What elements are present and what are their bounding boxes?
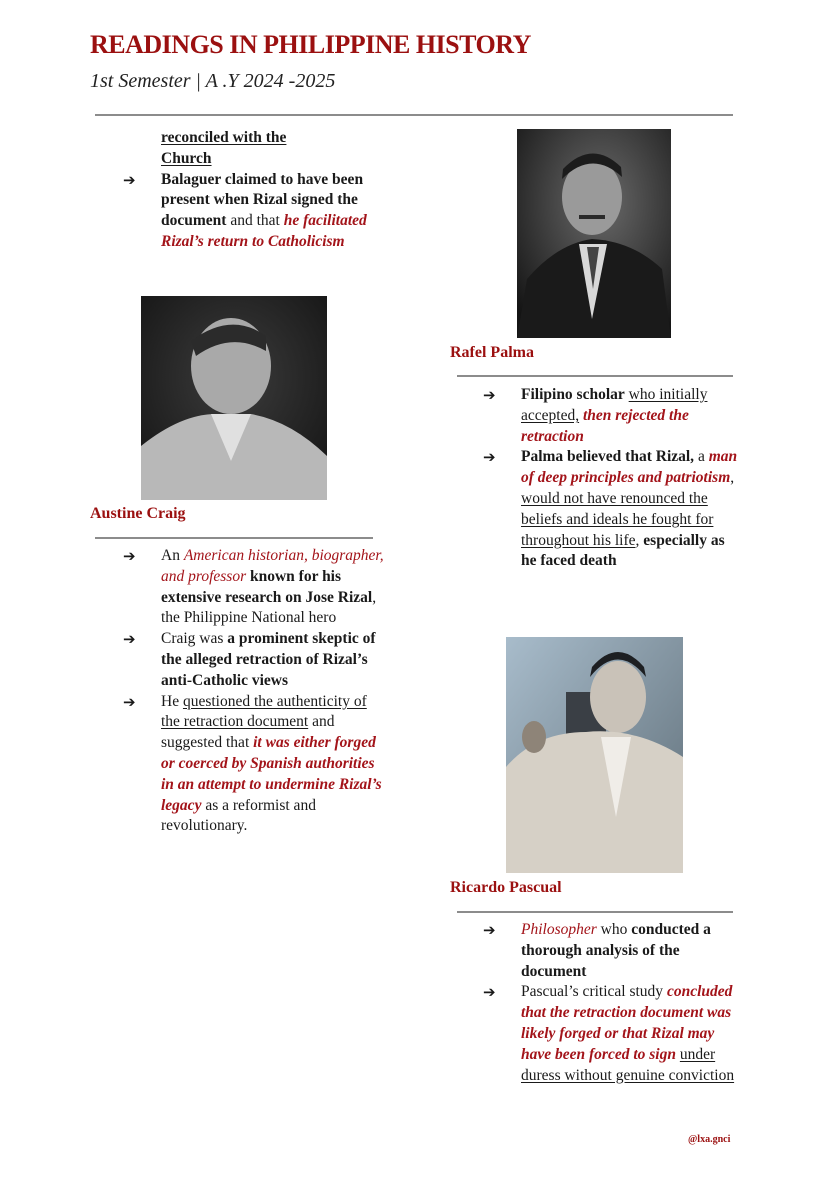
continued-text: Church [161, 149, 212, 167]
palma-divider [457, 375, 733, 377]
header-divider [95, 114, 733, 116]
portrait-image [141, 296, 327, 500]
arrow-right-icon: ➔ [483, 448, 496, 467]
list-item: ➔ Philosopher who conducted a thorough analysis of the document [483, 921, 711, 980]
list-item [123, 128, 373, 170]
continued-text: reconciled with the [161, 129, 287, 146]
list-item: ➔ Palma believed that Rizal, a man of deep principles and patriotism, would not have renounced the beliefs and ideals he fought for throughout his life, especially as he faced death [483, 448, 738, 570]
page-subtitle: 1st Semester | A .Y 2024 -2025 [90, 70, 336, 92]
list-item: ➔ Pascual’s critical study concluded that the retraction document was likely forged or that Rizal may have been forced to sign under duress without genuine conviction [483, 983, 735, 1084]
arrow-right-icon: ➔ [483, 386, 496, 404]
pascual-bullet-list [483, 920, 745, 1086]
craig-divider [95, 537, 373, 539]
list-item: ➔ He questioned the authenticity of the retraction document and suggested that it was either forged or coerced by Spanish authorities in an attempt to undermine Rizal’s legacy as a reformist and revolutionary. [123, 692, 382, 835]
list-item: ➔ Balaguer claimed to have been present when Rizal signed the document and that he facilitated Rizal’s return to Catholicism [123, 170, 367, 250]
ricardo-pascual-photo [506, 637, 683, 873]
austine-craig-name: Austine Craig [90, 505, 186, 522]
arrow-right-icon: ➔ [483, 921, 496, 939]
author-handle: @lxa.gnci [688, 1134, 731, 1145]
balaguer-continued-list [123, 128, 373, 253]
arrow-right-icon: ➔ [123, 630, 136, 649]
austine-craig-photo [141, 296, 327, 500]
list-item: ➔ An American historian, biographer, and professor known for his extensive research on Jose Rizal, the Philippine National hero [123, 547, 384, 627]
arrow-right-icon: ➔ [123, 692, 136, 711]
craig-bullet-list [123, 546, 385, 837]
arrow-right-icon: ➔ [483, 983, 496, 1002]
list-item: ➔ Craig was a prominent skeptic of the alleged retraction of Rizal’s anti-Catholic views [123, 630, 376, 689]
portrait-image [506, 637, 683, 873]
portrait-image [517, 129, 671, 338]
ricardo-pascual-name: Ricardo Pascual [450, 879, 562, 896]
arrow-right-icon: ➔ [123, 170, 136, 189]
rafael-palma-photo [517, 129, 671, 338]
palma-bullet-list [483, 385, 739, 572]
pascual-divider [457, 911, 733, 913]
arrow-right-icon: ➔ [123, 547, 136, 565]
page-title: READINGS IN PHILIPPINE HISTORY [90, 30, 531, 59]
rafael-palma-name: Rafel Palma [450, 344, 534, 361]
list-item: ➔ Filipino scholar who initially accepted, then rejected the retraction [483, 386, 708, 445]
